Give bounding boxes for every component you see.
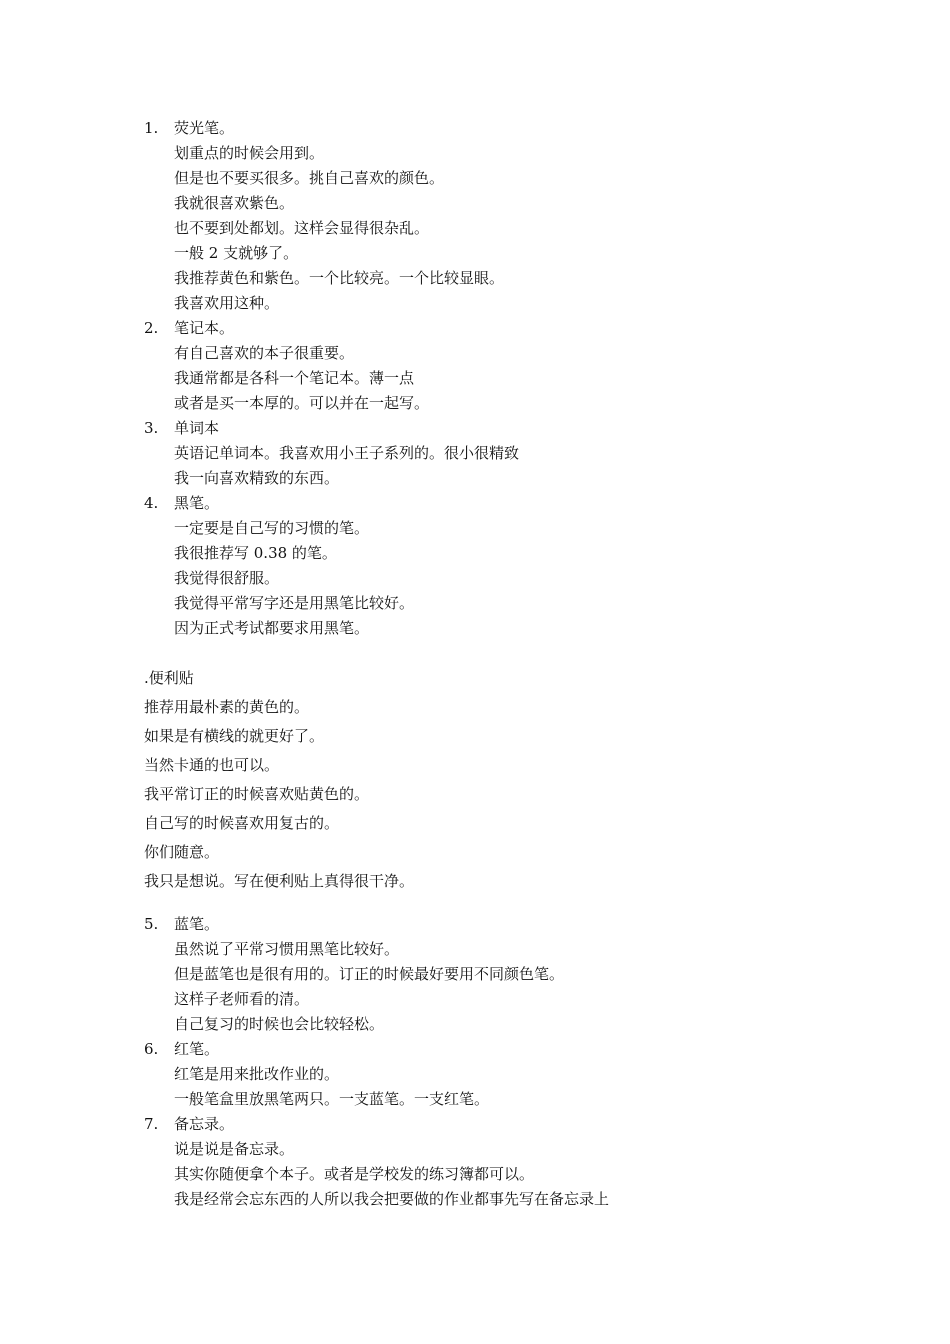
sticky-notes-title: .便利贴 bbox=[144, 669, 194, 687]
list-item-title: 黑笔。 bbox=[174, 494, 220, 512]
sticky-notes-line: 当然卡通的也可以。 bbox=[144, 756, 280, 774]
list-item-line: 英语记单词本。我喜欢用小王子系列的。很小很精致 bbox=[174, 444, 520, 462]
list-item-line: 我觉得很舒服。 bbox=[174, 569, 280, 587]
list-item-line: 我觉得平常写字还是用黑笔比较好。 bbox=[174, 594, 415, 612]
list-item-line: 我就很喜欢紫色。 bbox=[174, 194, 295, 212]
list-item-line: 说是说是备忘录。 bbox=[174, 1140, 295, 1158]
list-item-highlighter bbox=[0, 116, 950, 316]
list-item-header bbox=[0, 912, 950, 937]
list-item-line: 其实你随便拿个本子。或者是学校发的练习簿都可以。 bbox=[174, 1165, 535, 1183]
list-item-header bbox=[0, 316, 950, 341]
list-item-number: 6. bbox=[144, 1040, 159, 1058]
list-item-title: 蓝笔。 bbox=[174, 915, 220, 933]
list-item-header bbox=[0, 116, 950, 141]
sticky-notes-section bbox=[0, 664, 950, 896]
stationery-list-part-2 bbox=[0, 912, 950, 1212]
list-item-line: 我很推荐写 0.38 的笔。 bbox=[174, 544, 337, 562]
list-item-line: 但是也不要买很多。挑自己喜欢的颜色。 bbox=[174, 169, 445, 187]
list-item-line: 我一向喜欢精致的东西。 bbox=[174, 469, 340, 487]
sticky-notes-line: 你们随意。 bbox=[144, 843, 220, 861]
list-item-line: 我推荐黄色和紫色。一个比较亮。一个比较显眼。 bbox=[174, 269, 505, 287]
list-item-number: 7. bbox=[144, 1115, 159, 1133]
sticky-notes-line: 自己写的时候喜欢用复古的。 bbox=[144, 814, 340, 832]
list-item-line: 因为正式考试都要求用黑笔。 bbox=[174, 619, 370, 637]
list-item-line: 划重点的时候会用到。 bbox=[174, 144, 325, 162]
list-item-title: 笔记本。 bbox=[174, 319, 235, 337]
list-item-line: 一定要是自己写的习惯的笔。 bbox=[174, 519, 370, 537]
list-item-notebook bbox=[0, 316, 950, 416]
list-item-line: 这样子老师看的清。 bbox=[174, 990, 310, 1008]
list-item-line: 有自己喜欢的本子很重要。 bbox=[174, 344, 355, 362]
list-item-line: 自己复习的时候也会比较轻松。 bbox=[174, 1015, 385, 1033]
list-item-header bbox=[0, 1112, 950, 1137]
list-item-header bbox=[0, 491, 950, 516]
list-item-line: 但是蓝笔也是很有用的。订正的时候最好要用不同颜色笔。 bbox=[174, 965, 565, 983]
list-item-number: 3. bbox=[144, 419, 159, 437]
list-item-title: 荧光笔。 bbox=[174, 119, 235, 137]
sticky-notes-line: 我只是想说。写在便利贴上真得很干净。 bbox=[144, 872, 415, 890]
list-item-memo-book bbox=[0, 1112, 950, 1212]
list-item-title: 备忘录。 bbox=[174, 1115, 235, 1133]
list-item-header bbox=[0, 1037, 950, 1062]
list-item-number: 2. bbox=[144, 319, 159, 337]
list-item-line: 我通常都是各科一个笔记本。薄一点 bbox=[174, 369, 415, 387]
list-item-blue-pen bbox=[0, 912, 950, 1037]
sticky-notes-line: 如果是有横线的就更好了。 bbox=[144, 727, 325, 745]
sticky-notes-line: 我平常订正的时候喜欢贴黄色的。 bbox=[144, 785, 370, 803]
list-item-line: 红笔是用来批改作业的。 bbox=[174, 1065, 340, 1083]
list-item-line: 一般笔盒里放黑笔两只。一支蓝笔。一支红笔。 bbox=[174, 1090, 490, 1108]
list-item-black-pen bbox=[0, 491, 950, 641]
list-item-number: 1. bbox=[144, 119, 159, 137]
list-item-line: 我喜欢用这种。 bbox=[174, 294, 280, 312]
list-item-line: 也不要到处都划。这样会显得很杂乱。 bbox=[174, 219, 430, 237]
list-item-line: 我是经常会忘东西的人所以我会把要做的作业都事先写在备忘录上 bbox=[174, 1190, 610, 1208]
list-item-line: 虽然说了平常习惯用黑笔比较好。 bbox=[174, 940, 400, 958]
list-item-number: 5. bbox=[144, 915, 159, 933]
list-item-line: 或者是买一本厚的。可以并在一起写。 bbox=[174, 394, 430, 412]
list-item-line: 一般 2 支就够了。 bbox=[174, 244, 299, 262]
list-item-red-pen bbox=[0, 1037, 950, 1112]
list-item-vocabulary-book bbox=[0, 416, 950, 491]
list-item-number: 4. bbox=[144, 494, 159, 512]
stationery-list-part-1 bbox=[0, 116, 950, 641]
sticky-notes-line: 推荐用最朴素的黄色的。 bbox=[144, 698, 310, 716]
list-item-header bbox=[0, 416, 950, 441]
list-item-title: 红笔。 bbox=[174, 1040, 220, 1058]
list-item-title: 单词本 bbox=[174, 419, 220, 437]
